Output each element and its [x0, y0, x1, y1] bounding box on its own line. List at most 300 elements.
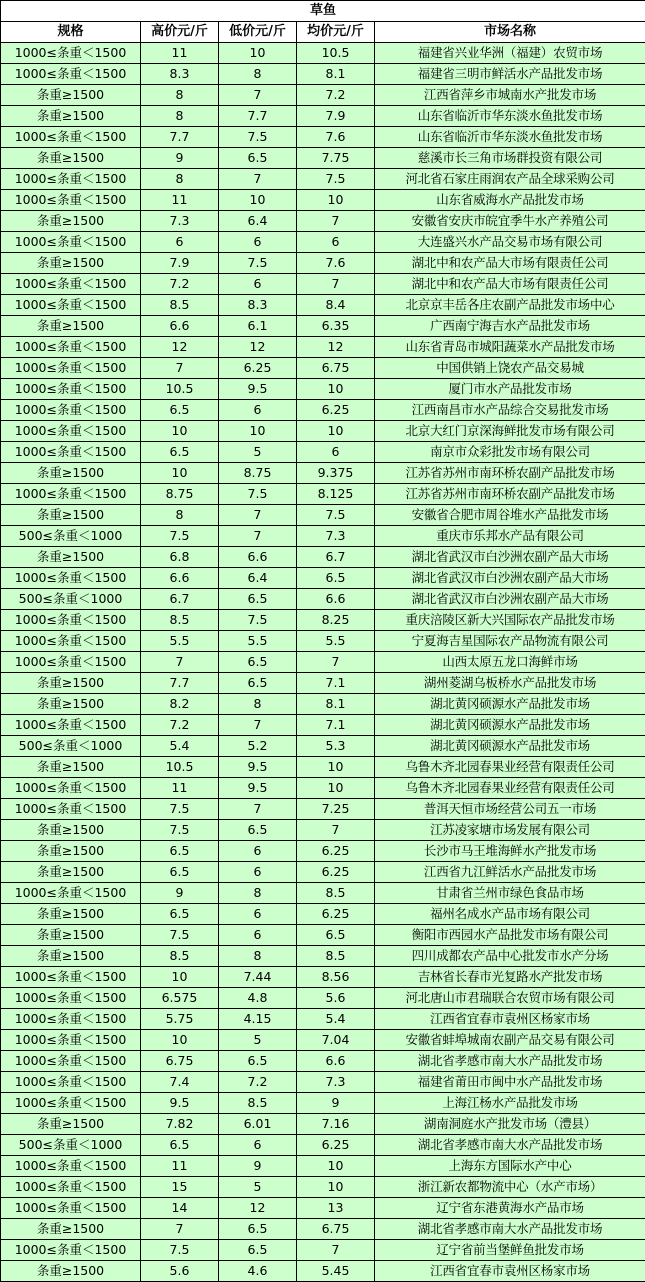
- cell-market-name: 江苏凌家塘市场发展有限公司: [375, 820, 645, 841]
- cell-high-price: 7.9: [141, 253, 219, 274]
- cell-avg-price: 8.125: [297, 484, 375, 505]
- cell-market-name: 湖北黄冈硕源水产品批发市场: [375, 736, 645, 757]
- table-row: [1, 190, 645, 211]
- cell-low-price: 7.44: [219, 967, 297, 988]
- table-row: [1, 1219, 645, 1240]
- cell-high-price: 11: [141, 778, 219, 799]
- table-row: [1, 1051, 645, 1072]
- cell-market-name: 北京大红门京深海鲜批发市场有限公司: [375, 421, 645, 442]
- cell-spec: 1000≤条重＜1500: [1, 127, 141, 148]
- cell-avg-price: 10: [297, 190, 375, 211]
- cell-low-price: 6: [219, 1135, 297, 1156]
- table-row: [1, 820, 645, 841]
- cell-high-price: 8: [141, 85, 219, 106]
- table-row: [1, 778, 645, 799]
- cell-avg-price: 6.25: [297, 841, 375, 862]
- cell-spec: 条重≥1500: [1, 316, 141, 337]
- table-row: [1, 316, 645, 337]
- cell-spec: 1000≤条重＜1500: [1, 295, 141, 316]
- cell-market-name: 安徽省安庆市皖宜季牛水产养殖公司: [375, 211, 645, 232]
- cell-market-name: 福建省莆田市闽中水产品批发市场: [375, 1072, 645, 1093]
- cell-market-name: 湖北黄冈硕源水产品批发市场: [375, 715, 645, 736]
- cell-avg-price: 7.5: [297, 505, 375, 526]
- cell-low-price: 6.25: [219, 358, 297, 379]
- cell-spec: 500≤条重＜1000: [1, 1135, 141, 1156]
- cell-spec: 1000≤条重＜1500: [1, 379, 141, 400]
- cell-low-price: 5: [219, 1030, 297, 1051]
- table-row: [1, 1240, 645, 1261]
- cell-high-price: 8.2: [141, 694, 219, 715]
- cell-spec: 1000≤条重＜1500: [1, 1177, 141, 1198]
- cell-high-price: 7.5: [141, 925, 219, 946]
- cell-spec: 条重≥1500: [1, 253, 141, 274]
- table-row: [1, 484, 645, 505]
- cell-market-name: 宁夏海吉星国际农产品物流有限公司: [375, 631, 645, 652]
- cell-spec: 1000≤条重＜1500: [1, 169, 141, 190]
- table-row: [1, 841, 645, 862]
- cell-spec: 条重≥1500: [1, 925, 141, 946]
- table-row: [1, 169, 645, 190]
- header-avg-price: 均价元/斤: [297, 22, 375, 43]
- cell-high-price: 6.6: [141, 316, 219, 337]
- table-row: [1, 337, 645, 358]
- cell-high-price: 6.6: [141, 568, 219, 589]
- cell-spec: 1000≤条重＜1500: [1, 484, 141, 505]
- cell-high-price: 8.3: [141, 64, 219, 85]
- cell-market-name: 长沙市马王堆海鲜水产批发市场: [375, 841, 645, 862]
- cell-low-price: 6.4: [219, 211, 297, 232]
- cell-high-price: 6.7: [141, 589, 219, 610]
- cell-market-name: 安徽省蚌埠城南农副产品交易有限公司: [375, 1030, 645, 1051]
- cell-market-name: 上海江杨水产品批发市场: [375, 1093, 645, 1114]
- cell-avg-price: 7.3: [297, 1072, 375, 1093]
- cell-market-name: 北京京丰岳各庄农副产品批发市场中心: [375, 295, 645, 316]
- cell-low-price: 9.5: [219, 757, 297, 778]
- cell-spec: 条重≥1500: [1, 1114, 141, 1135]
- cell-high-price: 6.75: [141, 1051, 219, 1072]
- cell-low-price: 6.5: [219, 673, 297, 694]
- cell-market-name: 湖南洞庭水产批发市场（澧县）: [375, 1114, 645, 1135]
- cell-spec: 1000≤条重＜1500: [1, 778, 141, 799]
- cell-spec: 条重≥1500: [1, 757, 141, 778]
- cell-spec: 1000≤条重＜1500: [1, 883, 141, 904]
- cell-spec: 1000≤条重＜1500: [1, 232, 141, 253]
- header-low-price: 低价元/斤: [219, 22, 297, 43]
- cell-avg-price: 9.375: [297, 463, 375, 484]
- cell-avg-price: 7.1: [297, 715, 375, 736]
- cell-low-price: 10: [219, 43, 297, 64]
- cell-low-price: 6.5: [219, 148, 297, 169]
- cell-low-price: 8: [219, 946, 297, 967]
- table-row: [1, 463, 645, 484]
- table-row: [1, 904, 645, 925]
- cell-avg-price: 10: [297, 1177, 375, 1198]
- cell-high-price: 8: [141, 169, 219, 190]
- cell-low-price: 9.5: [219, 379, 297, 400]
- cell-low-price: 7: [219, 85, 297, 106]
- cell-low-price: 6: [219, 400, 297, 421]
- table-row: [1, 673, 645, 694]
- cell-high-price: 5.4: [141, 736, 219, 757]
- cell-spec: 条重≥1500: [1, 106, 141, 127]
- cell-low-price: 6: [219, 925, 297, 946]
- cell-spec: 1000≤条重＜1500: [1, 1009, 141, 1030]
- cell-low-price: 7.5: [219, 127, 297, 148]
- table-row: [1, 85, 645, 106]
- table-row: [1, 358, 645, 379]
- table-row: [1, 274, 645, 295]
- cell-market-name: 甘肃省兰州市绿色食品市场: [375, 883, 645, 904]
- cell-avg-price: 7.04: [297, 1030, 375, 1051]
- cell-high-price: 8.5: [141, 946, 219, 967]
- table-row: [1, 589, 645, 610]
- cell-low-price: 10: [219, 421, 297, 442]
- cell-high-price: 12: [141, 337, 219, 358]
- cell-spec: 1000≤条重＜1500: [1, 442, 141, 463]
- cell-avg-price: 6.35: [297, 316, 375, 337]
- cell-low-price: 5.5: [219, 631, 297, 652]
- cell-low-price: 8.3: [219, 295, 297, 316]
- cell-avg-price: 5.4: [297, 1009, 375, 1030]
- cell-spec: 1000≤条重＜1500: [1, 400, 141, 421]
- cell-avg-price: 8.25: [297, 610, 375, 631]
- cell-avg-price: 6: [297, 442, 375, 463]
- table-row: [1, 1198, 645, 1219]
- cell-avg-price: 7.1: [297, 673, 375, 694]
- cell-high-price: 11: [141, 43, 219, 64]
- cell-high-price: 7.5: [141, 526, 219, 547]
- cell-market-name: 乌鲁木齐北园春果业经营有限责任公司: [375, 757, 645, 778]
- cell-high-price: 6.575: [141, 988, 219, 1009]
- cell-market-name: 大连盛兴水产品交易市场有限公司: [375, 232, 645, 253]
- cell-low-price: 6.5: [219, 1219, 297, 1240]
- table-row: [1, 400, 645, 421]
- table-row: [1, 43, 645, 64]
- cell-high-price: 6.5: [141, 442, 219, 463]
- cell-spec: 1000≤条重＜1500: [1, 631, 141, 652]
- cell-market-name: 江苏省苏州市南环桥农副产品批发市场: [375, 484, 645, 505]
- cell-market-name: 福建省三明市鲜活水产品批发市场: [375, 64, 645, 85]
- cell-low-price: 6.4: [219, 568, 297, 589]
- cell-avg-price: 12: [297, 337, 375, 358]
- cell-spec: 1000≤条重＜1500: [1, 1240, 141, 1261]
- cell-avg-price: 8.5: [297, 883, 375, 904]
- cell-high-price: 10: [141, 1030, 219, 1051]
- cell-market-name: 湖北中和农产品大市场有限责任公司: [375, 253, 645, 274]
- cell-high-price: 7: [141, 652, 219, 673]
- cell-spec: 条重≥1500: [1, 463, 141, 484]
- table-row: [1, 610, 645, 631]
- cell-market-name: 山东省临沂市华东淡水鱼批发市场: [375, 127, 645, 148]
- cell-spec: 1000≤条重＜1500: [1, 568, 141, 589]
- cell-market-name: 江苏省苏州市南环桥农副产品批发市场: [375, 463, 645, 484]
- cell-low-price: 12: [219, 337, 297, 358]
- cell-low-price: 7.5: [219, 253, 297, 274]
- table-row: [1, 736, 645, 757]
- cell-spec: 条重≥1500: [1, 547, 141, 568]
- cell-market-name: 江西南昌市水产品综合交易批发市场: [375, 400, 645, 421]
- cell-high-price: 10: [141, 421, 219, 442]
- cell-market-name: 辽宁省前当堡鲜鱼批发市场: [375, 1240, 645, 1261]
- cell-market-name: 湖北省武汉市白沙洲农副产品大市场: [375, 547, 645, 568]
- cell-low-price: 7: [219, 169, 297, 190]
- table-row: [1, 757, 645, 778]
- cell-avg-price: 6: [297, 232, 375, 253]
- table-row: [1, 1009, 645, 1030]
- cell-spec: 条重≥1500: [1, 85, 141, 106]
- cell-market-name: 安徽省合肥市周谷堆水产品批发市场: [375, 505, 645, 526]
- cell-high-price: 15: [141, 1177, 219, 1198]
- cell-high-price: 7.5: [141, 1240, 219, 1261]
- cell-market-name: 江西省九江鲜活水产品批发市场: [375, 862, 645, 883]
- cell-high-price: 7.4: [141, 1072, 219, 1093]
- cell-low-price: 6: [219, 232, 297, 253]
- cell-low-price: 8: [219, 64, 297, 85]
- cell-avg-price: 7.2: [297, 85, 375, 106]
- cell-avg-price: 8.4: [297, 295, 375, 316]
- cell-spec: 500≤条重＜1000: [1, 589, 141, 610]
- cell-spec: 500≤条重＜1000: [1, 526, 141, 547]
- cell-low-price: 5.2: [219, 736, 297, 757]
- cell-spec: 条重≥1500: [1, 841, 141, 862]
- cell-avg-price: 6.25: [297, 904, 375, 925]
- cell-market-name: 河北唐山市君瑞联合农贸市场有限公司: [375, 988, 645, 1009]
- cell-avg-price: 8.5: [297, 946, 375, 967]
- cell-avg-price: 5.45: [297, 1261, 375, 1282]
- cell-low-price: 6.5: [219, 652, 297, 673]
- table-row: [1, 106, 645, 127]
- cell-low-price: 7: [219, 799, 297, 820]
- table-row: [1, 799, 645, 820]
- table-row: [1, 547, 645, 568]
- table-row: [1, 1093, 645, 1114]
- header-row: [1, 22, 645, 43]
- cell-low-price: 6.5: [219, 589, 297, 610]
- table-row: [1, 1072, 645, 1093]
- cell-avg-price: 7: [297, 1240, 375, 1261]
- cell-avg-price: 9: [297, 1093, 375, 1114]
- cell-avg-price: 7.5: [297, 169, 375, 190]
- cell-spec: 1000≤条重＜1500: [1, 799, 141, 820]
- cell-high-price: 7: [141, 358, 219, 379]
- cell-spec: 1000≤条重＜1500: [1, 1051, 141, 1072]
- cell-high-price: 8.5: [141, 610, 219, 631]
- cell-avg-price: 7: [297, 652, 375, 673]
- cell-market-name: 福建省兴业华洲（福建）农贸市场: [375, 43, 645, 64]
- cell-high-price: 9: [141, 883, 219, 904]
- cell-market-name: 慈溪市长三角市场群投资有限公司: [375, 148, 645, 169]
- cell-low-price: 9: [219, 1156, 297, 1177]
- cell-high-price: 10.5: [141, 757, 219, 778]
- cell-low-price: 6.5: [219, 820, 297, 841]
- cell-avg-price: 10: [297, 757, 375, 778]
- cell-high-price: 6.5: [141, 862, 219, 883]
- cell-low-price: 7.2: [219, 1072, 297, 1093]
- cell-spec: 1000≤条重＜1500: [1, 337, 141, 358]
- cell-market-name: 湖北省武汉市白沙洲农副产品大市场: [375, 589, 645, 610]
- cell-high-price: 11: [141, 1156, 219, 1177]
- cell-market-name: 河北省石家庄雨润农产品全球采购公司: [375, 169, 645, 190]
- cell-spec: 1000≤条重＜1500: [1, 1072, 141, 1093]
- table-body: [1, 43, 645, 1282]
- cell-avg-price: 6.25: [297, 862, 375, 883]
- table-title: 草鱼: [1, 1, 645, 22]
- table-row: [1, 694, 645, 715]
- table-row: [1, 211, 645, 232]
- cell-spec: 1000≤条重＜1500: [1, 988, 141, 1009]
- cell-spec: 1000≤条重＜1500: [1, 1093, 141, 1114]
- cell-high-price: 7.2: [141, 715, 219, 736]
- cell-high-price: 8.75: [141, 484, 219, 505]
- cell-avg-price: 6.6: [297, 1051, 375, 1072]
- title-row: [1, 1, 645, 22]
- cell-market-name: 辽宁省东港黄海水产品市场: [375, 1198, 645, 1219]
- cell-avg-price: 7: [297, 820, 375, 841]
- cell-high-price: 6.8: [141, 547, 219, 568]
- cell-low-price: 6.5: [219, 1240, 297, 1261]
- cell-spec: 条重≥1500: [1, 673, 141, 694]
- cell-spec: 1000≤条重＜1500: [1, 358, 141, 379]
- cell-high-price: 8.5: [141, 295, 219, 316]
- cell-avg-price: 10: [297, 421, 375, 442]
- cell-high-price: 6.5: [141, 904, 219, 925]
- cell-low-price: 6: [219, 841, 297, 862]
- cell-market-name: 重庆市乐邦水产品有限公司: [375, 526, 645, 547]
- table-row: [1, 967, 645, 988]
- cell-low-price: 5: [219, 442, 297, 463]
- cell-spec: 1000≤条重＜1500: [1, 274, 141, 295]
- table-row: [1, 379, 645, 400]
- cell-market-name: 中国供销上饶农产品交易城: [375, 358, 645, 379]
- cell-market-name: 江西省宜春市袁州区杨家市场: [375, 1261, 645, 1282]
- cell-high-price: 9.5: [141, 1093, 219, 1114]
- cell-market-name: 南京市众彩批发市场有限公司: [375, 442, 645, 463]
- cell-low-price: 6: [219, 904, 297, 925]
- cell-spec: 1000≤条重＜1500: [1, 43, 141, 64]
- cell-high-price: 10: [141, 463, 219, 484]
- cell-spec: 1000≤条重＜1500: [1, 1156, 141, 1177]
- cell-high-price: 7.5: [141, 820, 219, 841]
- cell-spec: 1000≤条重＜1500: [1, 967, 141, 988]
- cell-market-name: 广西南宁海吉水产品批发市场: [375, 316, 645, 337]
- cell-avg-price: 13: [297, 1198, 375, 1219]
- cell-avg-price: 10: [297, 1156, 375, 1177]
- cell-spec: 条重≥1500: [1, 1219, 141, 1240]
- table-row: [1, 505, 645, 526]
- cell-high-price: 7.7: [141, 673, 219, 694]
- table-row: [1, 883, 645, 904]
- cell-low-price: 6.1: [219, 316, 297, 337]
- cell-low-price: 8: [219, 694, 297, 715]
- table-row: [1, 1114, 645, 1135]
- cell-high-price: 8: [141, 106, 219, 127]
- cell-market-name: 吉林省长春市光复路水产批发市场: [375, 967, 645, 988]
- header-spec: 规格: [1, 22, 141, 43]
- cell-low-price: 8.75: [219, 463, 297, 484]
- cell-low-price: 6.01: [219, 1114, 297, 1135]
- cell-avg-price: 7.9: [297, 106, 375, 127]
- cell-spec: 1000≤条重＜1500: [1, 190, 141, 211]
- cell-spec: 1000≤条重＜1500: [1, 652, 141, 673]
- cell-low-price: 7.5: [219, 610, 297, 631]
- table-row: [1, 1030, 645, 1051]
- cell-high-price: 5.6: [141, 1261, 219, 1282]
- cell-high-price: 9: [141, 148, 219, 169]
- cell-market-name: 上海东方国际水产中心: [375, 1156, 645, 1177]
- cell-high-price: 8: [141, 505, 219, 526]
- cell-low-price: 6.6: [219, 547, 297, 568]
- cell-avg-price: 6.75: [297, 358, 375, 379]
- cell-market-name: 江西省宜春市袁州区杨家市场: [375, 1009, 645, 1030]
- cell-low-price: 6: [219, 862, 297, 883]
- cell-high-price: 11: [141, 190, 219, 211]
- cell-low-price: 8: [219, 883, 297, 904]
- cell-high-price: 5.5: [141, 631, 219, 652]
- cell-market-name: 浙江新农都物流中心（水产市场）: [375, 1177, 645, 1198]
- cell-market-name: 四川成都农产品中心批发市水产分场: [375, 946, 645, 967]
- cell-avg-price: 6.6: [297, 589, 375, 610]
- cell-market-name: 湖北省孝感市南大水产品批发市场: [375, 1135, 645, 1156]
- cell-avg-price: 6.75: [297, 1219, 375, 1240]
- cell-low-price: 7.5: [219, 484, 297, 505]
- cell-spec: 1000≤条重＜1500: [1, 1030, 141, 1051]
- cell-market-name: 湖北省武汉市白沙洲农副产品大市场: [375, 568, 645, 589]
- cell-avg-price: 5.6: [297, 988, 375, 1009]
- cell-avg-price: 6.5: [297, 568, 375, 589]
- cell-low-price: 5: [219, 1177, 297, 1198]
- cell-avg-price: 6.7: [297, 547, 375, 568]
- cell-high-price: 7.5: [141, 799, 219, 820]
- cell-avg-price: 10.5: [297, 43, 375, 64]
- cell-avg-price: 8.1: [297, 694, 375, 715]
- cell-low-price: 7: [219, 715, 297, 736]
- cell-spec: 条重≥1500: [1, 148, 141, 169]
- cell-avg-price: 6.25: [297, 400, 375, 421]
- cell-high-price: 6.5: [141, 400, 219, 421]
- table-row: [1, 946, 645, 967]
- table-row: [1, 568, 645, 589]
- cell-avg-price: 7.6: [297, 253, 375, 274]
- cell-avg-price: 6.5: [297, 925, 375, 946]
- cell-high-price: 6: [141, 232, 219, 253]
- cell-spec: 条重≥1500: [1, 904, 141, 925]
- cell-market-name: 湖北中和农产品大市场有限责任公司: [375, 274, 645, 295]
- cell-market-name: 福州名成水产品市场有限公司: [375, 904, 645, 925]
- cell-avg-price: 7: [297, 211, 375, 232]
- cell-spec: 1000≤条重＜1500: [1, 715, 141, 736]
- cell-avg-price: 6.25: [297, 1135, 375, 1156]
- table-row: [1, 1261, 645, 1282]
- cell-spec: 条重≥1500: [1, 862, 141, 883]
- cell-avg-price: 7.25: [297, 799, 375, 820]
- cell-spec: 条重≥1500: [1, 694, 141, 715]
- table-row: [1, 1156, 645, 1177]
- table-row: [1, 652, 645, 673]
- cell-spec: 条重≥1500: [1, 946, 141, 967]
- cell-avg-price: 5.5: [297, 631, 375, 652]
- cell-avg-price: 10: [297, 778, 375, 799]
- cell-avg-price: 8.56: [297, 967, 375, 988]
- table-row: [1, 64, 645, 85]
- cell-market-name: 湖北黄冈硕源水产品批发市场: [375, 694, 645, 715]
- cell-spec: 1000≤条重＜1500: [1, 421, 141, 442]
- table-row: [1, 925, 645, 946]
- cell-high-price: 6.5: [141, 841, 219, 862]
- table-row: [1, 631, 645, 652]
- cell-spec: 条重≥1500: [1, 505, 141, 526]
- cell-low-price: 4.8: [219, 988, 297, 1009]
- table-row: [1, 715, 645, 736]
